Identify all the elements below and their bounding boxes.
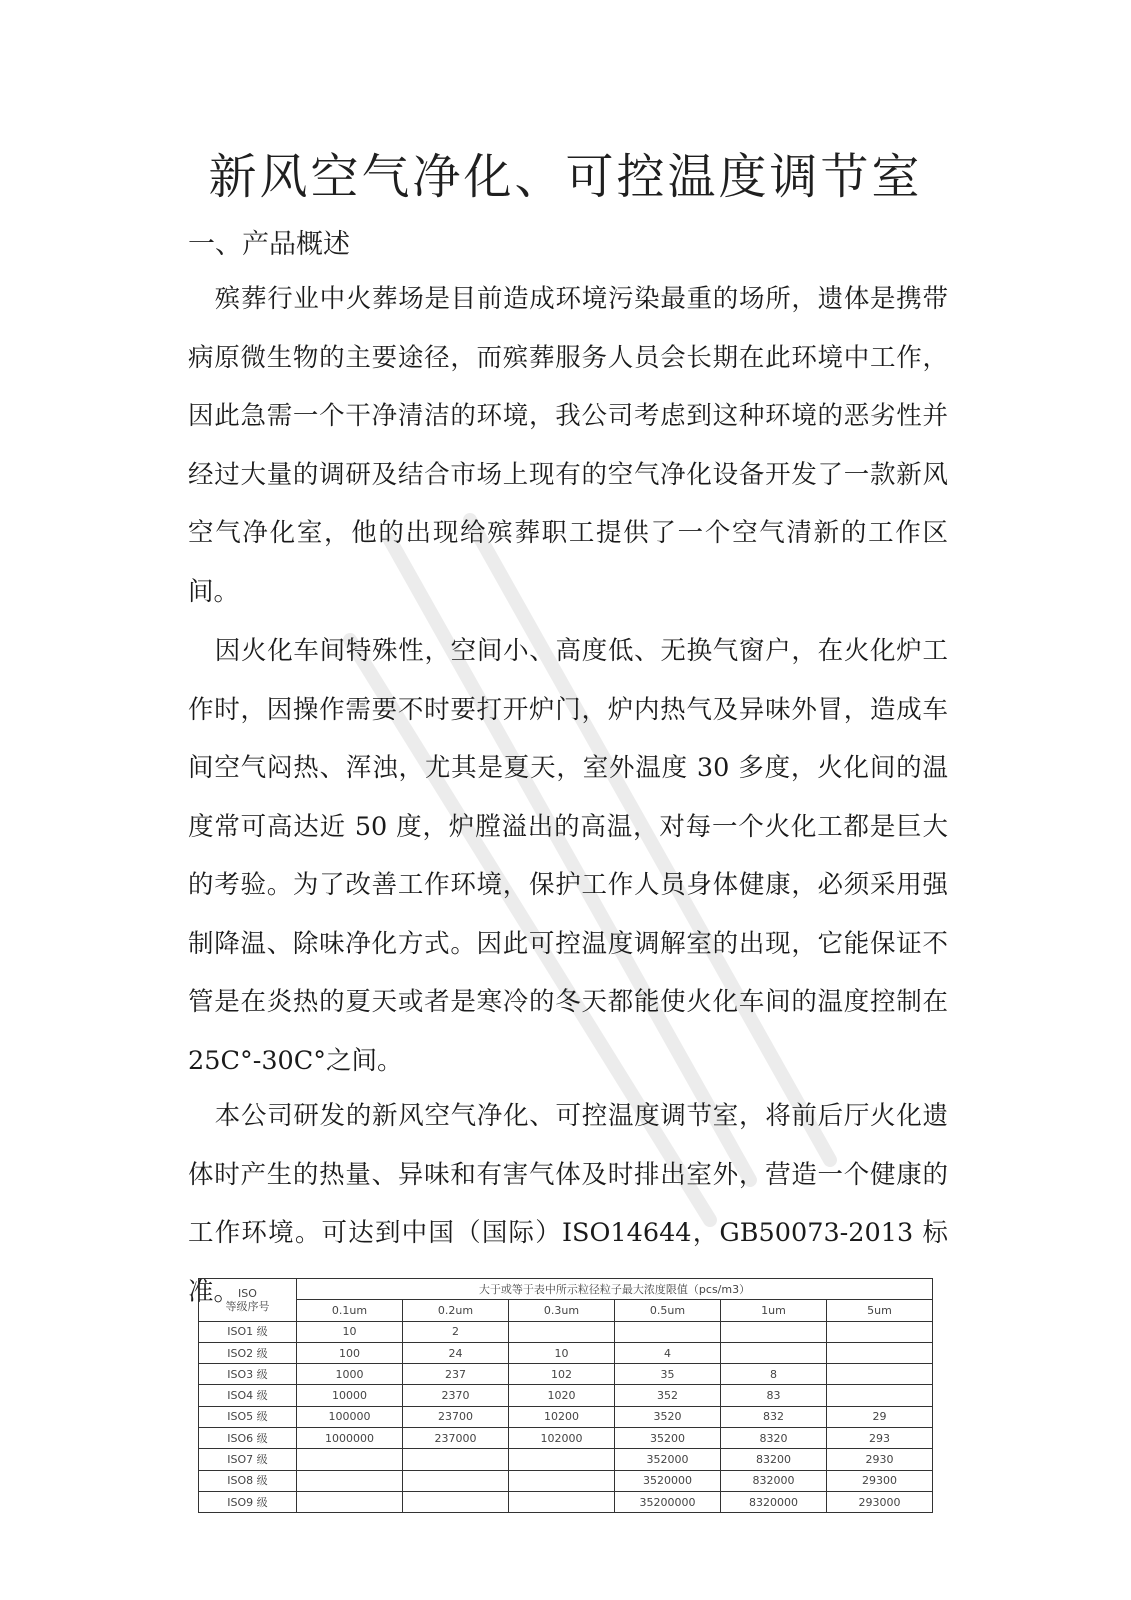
concentration-cell (297, 1470, 403, 1491)
iso-grade-cell: ISO5 级 (199, 1406, 297, 1427)
iso-grade-cell: ISO6 级 (199, 1428, 297, 1449)
paragraph-overview: 殡葬行业中火葬场是目前造成环境污染最重的场所，遗体是携带病原微生物的主要途径，而殡葬服务人员会长期在此环境中工作，因此急需一个干净清洁的环境，我公司考虑到这种环境的恶劣性并经过大量的调研及结合市场上现有的空气净化设备开发了一款新风空气净化室，他的出现给殡葬职工提供了一个空气清新的工作区间。 (188, 284, 948, 607)
particle-size-header: 5um (827, 1300, 933, 1321)
concentration-cell: 100000 (297, 1406, 403, 1427)
concentration-cell: 237000 (403, 1428, 509, 1449)
concentration-cell: 4 (615, 1342, 721, 1363)
concentration-cell (721, 1342, 827, 1363)
iso-grade-cell: ISO9 级 (199, 1491, 297, 1512)
concentration-cell: 29 (827, 1406, 933, 1427)
particle-size-header: 0.5um (615, 1300, 721, 1321)
iso-grade-cell: ISO4 级 (199, 1385, 297, 1406)
iso-grade-cell: ISO8 级 (199, 1470, 297, 1491)
table-row (199, 1406, 933, 1427)
concentration-cell: 237 (403, 1364, 509, 1385)
concentration-cell (509, 1470, 615, 1491)
table-row (199, 1449, 933, 1470)
concentration-cell: 8 (721, 1364, 827, 1385)
concentration-cell: 35200000 (615, 1491, 721, 1512)
concentration-cell: 102000 (509, 1428, 615, 1449)
concentration-cell: 2930 (827, 1449, 933, 1470)
particle-size-header-row (199, 1300, 933, 1321)
particle-size-header: 0.2um (403, 1300, 509, 1321)
concentration-cell (297, 1449, 403, 1470)
concentration-cell: 293 (827, 1428, 933, 1449)
iso-grade-cell: ISO3 级 (199, 1364, 297, 1385)
concentration-cell (827, 1385, 933, 1406)
section-heading: 一、产品概述 (188, 229, 350, 260)
concentration-cell: 832 (721, 1406, 827, 1427)
concentration-cell (403, 1470, 509, 1491)
concentration-cell: 35200 (615, 1428, 721, 1449)
particle-size-header: 0.3um (509, 1300, 615, 1321)
concentration-cell (827, 1364, 933, 1385)
table-row (199, 1470, 933, 1491)
concentration-cell: 1000000 (297, 1428, 403, 1449)
iso-table-body (199, 1321, 933, 1513)
table-row (199, 1491, 933, 1512)
concentration-cell: 8320 (721, 1428, 827, 1449)
concentration-cell (509, 1491, 615, 1512)
concentration-cell: 2 (403, 1321, 509, 1342)
concentration-cell: 8320000 (721, 1491, 827, 1512)
table-row (199, 1385, 933, 1406)
paragraph-company-product: 本公司研发的新风空气净化、可控温度调节室，将前后厅火化遗体时产生的热量、异味和有害气体及时排出室外，营造一个健康的工作环境。可达到中国（国际）ISO14644，GB50073-2013 标准。 (188, 1101, 948, 1307)
concentration-cell: 23700 (403, 1406, 509, 1427)
concentration-cell: 832000 (721, 1470, 827, 1491)
concentration-cell: 10000 (297, 1385, 403, 1406)
concentration-cell: 10 (297, 1321, 403, 1342)
particle-size-header: 0.1um (297, 1300, 403, 1321)
concentration-cell (509, 1449, 615, 1470)
concentration-cell (721, 1321, 827, 1342)
concentration-cell: 3520 (615, 1406, 721, 1427)
concentration-cell: 3520000 (615, 1470, 721, 1491)
concentration-limit-header: 大于或等于表中所示粒径粒子最大浓度限值（pcs/m3） (297, 1279, 933, 1300)
iso-table-container (198, 1278, 933, 1514)
table-row (199, 1342, 933, 1363)
table-row (199, 1321, 933, 1342)
concentration-cell (827, 1321, 933, 1342)
iso-grade-header-text: ISO 等级序号 (225, 1286, 270, 1313)
iso-cleanliness-table (198, 1278, 933, 1513)
particle-size-header: 1um (721, 1300, 827, 1321)
iso-grade-cell: ISO7 级 (199, 1449, 297, 1470)
concentration-cell: 24 (403, 1342, 509, 1363)
concentration-cell (615, 1321, 721, 1342)
iso-grade-cell: ISO2 级 (199, 1342, 297, 1363)
table-row (199, 1428, 933, 1449)
concentration-cell (297, 1491, 403, 1512)
concentration-cell: 293000 (827, 1491, 933, 1512)
concentration-cell: 352 (615, 1385, 721, 1406)
concentration-cell: 1020 (509, 1385, 615, 1406)
concentration-cell: 10200 (509, 1406, 615, 1427)
paragraph-cremation-workshop: 因火化车间特殊性，空间小、高度低、无换气窗户，在火化炉工作时，因操作需要不时要打开炉门，炉内热气及异味外冒，造成车间空气闷热、浑浊，尤其是夏天，室外温度 30 多度，火化间的温度常可高达近 50 度，炉膛溢出的高温，对每一个火化工都是巨大的考验。为了改善工作环境，保护工作人员身体健康，必须采用强制降温、除味净化方式。因此可控温度调解室的出现，它能保证不管是在炎热的夏天或者是寒冷的冬天都能使火化车间的温度控制在 25C°-30C°之间。 (188, 636, 948, 1076)
concentration-cell: 29300 (827, 1470, 933, 1491)
concentration-cell: 10 (509, 1342, 615, 1363)
concentration-cell: 83 (721, 1385, 827, 1406)
concentration-cell (827, 1342, 933, 1363)
concentration-cell (509, 1321, 615, 1342)
concentration-cell: 352000 (615, 1449, 721, 1470)
concentration-cell: 100 (297, 1342, 403, 1363)
document-title: 新风空气净化、可控温度调节室 (208, 149, 923, 205)
concentration-cell: 83200 (721, 1449, 827, 1470)
table-row (199, 1364, 933, 1385)
concentration-cell: 2370 (403, 1385, 509, 1406)
concentration-cell: 102 (509, 1364, 615, 1385)
concentration-cell (403, 1449, 509, 1470)
concentration-cell (403, 1491, 509, 1512)
concentration-cell: 1000 (297, 1364, 403, 1385)
iso-grade-header (199, 1279, 297, 1322)
iso-grade-cell: ISO1 级 (199, 1321, 297, 1342)
concentration-cell: 35 (615, 1364, 721, 1385)
